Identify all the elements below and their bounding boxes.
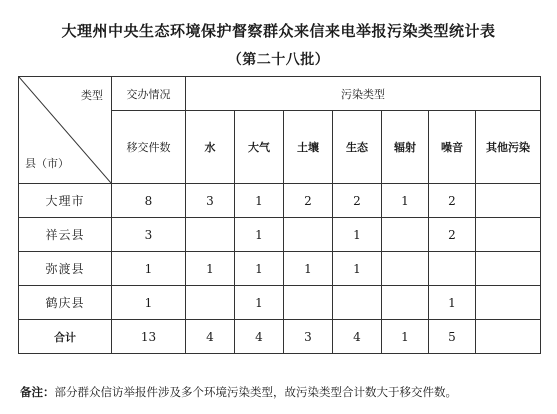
column-header-soil: 土壤: [284, 111, 333, 184]
total-cell: 4: [333, 320, 382, 354]
table-cell: 1: [235, 218, 284, 252]
total-cell: 5: [429, 320, 476, 354]
total-cell: [476, 320, 541, 354]
table-row: [19, 286, 541, 320]
pollution-stats-table: [18, 76, 541, 354]
table-cell: 1: [333, 252, 382, 286]
table-cell: 1: [112, 252, 186, 286]
batch-subtitle: （第二十八批）: [227, 52, 330, 68]
table-cell: [429, 252, 476, 286]
column-header-noise: 噪音: [429, 111, 476, 184]
column-header-water: 水: [186, 111, 235, 184]
table-cell: [382, 286, 429, 320]
county-name: 大理市: [19, 184, 112, 218]
table-cell: 1: [429, 286, 476, 320]
total-row: [19, 320, 541, 354]
table-cell: 1: [382, 184, 429, 218]
table-cell: 2: [284, 184, 333, 218]
total-cell: 13: [112, 320, 186, 354]
table-cell: [284, 286, 333, 320]
total-cell: 1: [382, 320, 429, 354]
table-cell: 8: [112, 184, 186, 218]
column-header-other: 其他污染: [476, 111, 541, 184]
corner-header-cell: [19, 77, 112, 184]
table-cell: 2: [429, 184, 476, 218]
table-cell: [333, 286, 382, 320]
table-cell: 2: [429, 218, 476, 252]
table-cell: [476, 252, 541, 286]
table-row: [19, 218, 541, 252]
column-header-air: 大气: [235, 111, 284, 184]
county-name: 弥渡县: [19, 252, 112, 286]
table-row: [19, 252, 541, 286]
table-row: [19, 184, 541, 218]
table-cell: 1: [284, 252, 333, 286]
corner-type-label: 类型: [81, 89, 103, 102]
table-cell: 2: [333, 184, 382, 218]
table-cell: 1: [235, 286, 284, 320]
county-name: 鹤庆县: [19, 286, 112, 320]
footnote-label: 备注：: [20, 385, 55, 399]
table-cell: [382, 218, 429, 252]
pollution-type-header: 污染类型: [186, 77, 541, 111]
county-name: 祥云县: [19, 218, 112, 252]
table-cell: [186, 218, 235, 252]
total-label: 合计: [19, 320, 112, 354]
table-cell: 1: [186, 252, 235, 286]
table-cell: [186, 286, 235, 320]
table-cell: 1: [235, 252, 284, 286]
table-cell: [476, 286, 541, 320]
total-cell: 4: [235, 320, 284, 354]
table-cell: [284, 218, 333, 252]
total-cell: 4: [186, 320, 235, 354]
column-header-ecology: 生态: [333, 111, 382, 184]
table-cell: [476, 184, 541, 218]
table-cell: 3: [112, 218, 186, 252]
document-title: 大理州中央生态环境保护督察群众来信来电举报污染类型统计表: [61, 22, 496, 40]
table-cell: 1: [333, 218, 382, 252]
corner-county-label: 县（市）: [25, 157, 69, 170]
table-cell: 1: [112, 286, 186, 320]
footnote: [20, 384, 457, 400]
column-header-transferred: 移交件数: [112, 111, 186, 184]
column-header-radiation: 辐射: [382, 111, 429, 184]
table-cell: [476, 218, 541, 252]
table-cell: [382, 252, 429, 286]
footnote-text: 部分群众信访举报件涉及多个环境污染类型，故污染类型合计数大于移交件数。: [54, 385, 457, 399]
handling-header: 交办情况: [112, 77, 186, 111]
total-cell: 3: [284, 320, 333, 354]
header-row-1: [19, 77, 541, 111]
table-cell: 1: [235, 184, 284, 218]
table-cell: 3: [186, 184, 235, 218]
